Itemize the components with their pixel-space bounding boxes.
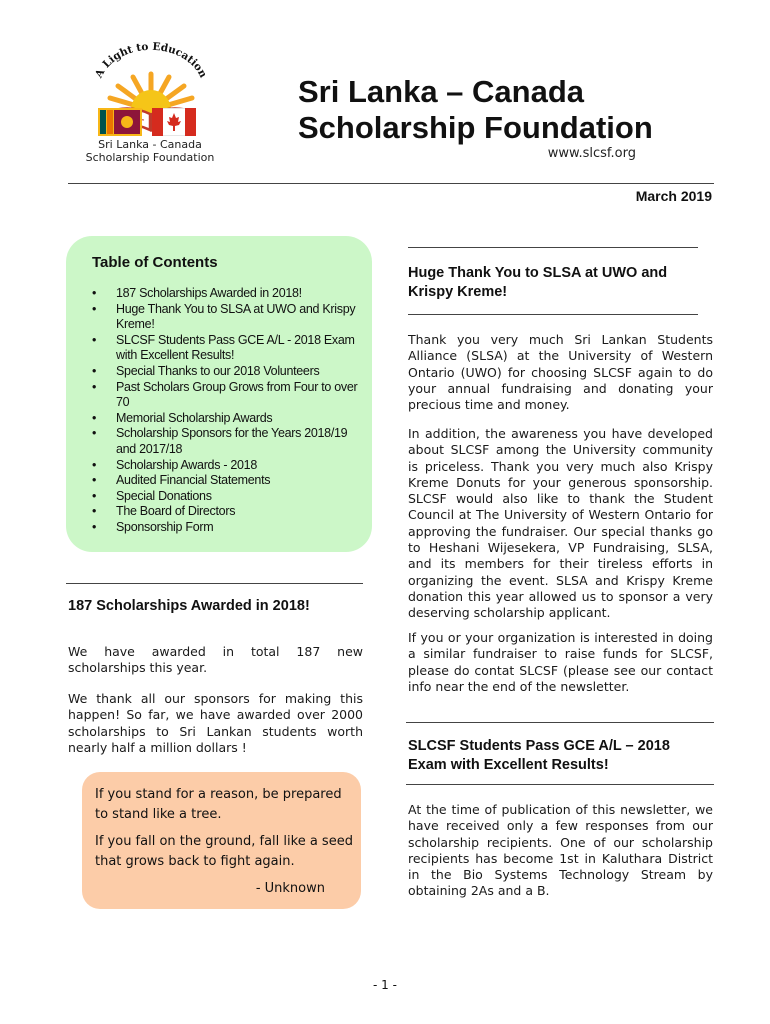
gce-results-heading: SLCSF Students Pass GCE A/L – 2018 Exam with Excellent Results! (408, 738, 670, 773)
toc-item: • Scholarship Awards - 2018 (92, 458, 362, 474)
toc-item: • Huge Thank You to SLSA at UWO and Krispy Kreme! (92, 302, 362, 333)
section-divider (408, 314, 698, 315)
logo-caption (80, 138, 220, 164)
section-divider (406, 784, 714, 785)
toc-item: • Audited Financial Statements (92, 473, 362, 489)
quote-line-1: If you stand for a reason, be prepared to stand like a tree. (95, 787, 342, 822)
page-number: - 1 - (373, 978, 397, 992)
issue-date: March 2019 (635, 188, 712, 204)
toc-item: • Special Thanks to our 2018 Volunteers (92, 364, 362, 380)
scholarships-paragraph-2: We thank all our sponsors for making this happen! So far, we have awarded over 2000 scholarships to Sri Lankan students worth nearly half a million dollars ! (68, 691, 363, 755)
section-divider (408, 247, 698, 248)
slsa-paragraph-2: In addition, the awareness you have developed about SLCSF among the University community is priceless. Thank you very much also Krispy Kreme Donuts for your generous sponsorship. SLCSF would also like to thank the Student Council at The University of Western Ontario for approving the fundraiser. Our special thanks go to Heshani Wijesekera, VP Fundraising, SLSA, and its members for their tireless efforts in organizing the event. SLSA and Krispy Kreme donation this year allowed us to sponsor a very deserving scholarship applicant. (408, 426, 713, 621)
slsa-paragraph-3: If you or your organization is interested in doing a similar fundraiser to raise funds for SLCSF, please do contat SLCSF (please see our contact info near the end of the newsletter. (408, 630, 713, 694)
toc-list (92, 286, 362, 536)
sri-lanka-flag-icon (98, 108, 142, 136)
quote-line-2: If you fall on the ground, fall like a seed that grows back to fight again. (95, 834, 353, 869)
website-link[interactable]: www.slcsf.org (547, 146, 636, 161)
toc-item: • 187 Scholarships Awarded in 2018! (92, 286, 362, 302)
slsa-paragraph-1: Thank you very much Sri Lankan Students Alliance (SLSA) at the University of Western Ontario (UWO) for choosing SLCSF again to do your annual fundraising and donating your precious time and money. (408, 332, 713, 413)
section-divider (66, 583, 363, 584)
toc-item: • Special Donations (92, 489, 362, 505)
logo-tagline: A Light to Education (92, 40, 210, 80)
canada-flag-icon (152, 108, 196, 136)
title-line2: Scholarship Foundation (298, 110, 653, 145)
gce-results-paragraph: At the time of publication of this newsletter, we have received only a few responses from our scholarship recipients. One of our scholarship recipients has become 1st in Kaluthara District in the Bio Systems Technology Stream by obtaining 2As and a B. (408, 802, 713, 899)
toc-title: Table of Contents (92, 254, 218, 271)
slsa-thank-you-heading: Huge Thank You to SLSA at UWO and Krispy Kreme! (408, 265, 668, 300)
toc-item: • Sponsorship Form (92, 520, 362, 536)
toc-item: • Memorial Scholarship Awards (92, 411, 362, 427)
quote-author: - Unknown (255, 881, 325, 896)
section-divider (406, 722, 714, 723)
header-divider (68, 183, 714, 184)
scholarships-paragraph-1: We have awarded in total 187 new scholarships this year. (68, 644, 363, 676)
page-title (298, 74, 653, 146)
title-line1: Sri Lanka – Canada (298, 74, 585, 109)
scholarships-heading: 187 Scholarships Awarded in 2018! (68, 598, 310, 614)
toc-item: • The Board of Directors (92, 504, 362, 520)
toc-item: • Past Scholars Group Grows from Four to over 70 (92, 380, 362, 411)
toc-item: • SLCSF Students Pass GCE A/L - 2018 Exam with Excellent Results! (92, 333, 362, 364)
toc-item: • Scholarship Sponsors for the Years 2018/19 and 2017/18 (92, 426, 362, 457)
logo-caption-line1: Sri Lanka - Canada (98, 138, 202, 151)
logo-caption-line2: Scholarship Foundation (85, 151, 215, 164)
